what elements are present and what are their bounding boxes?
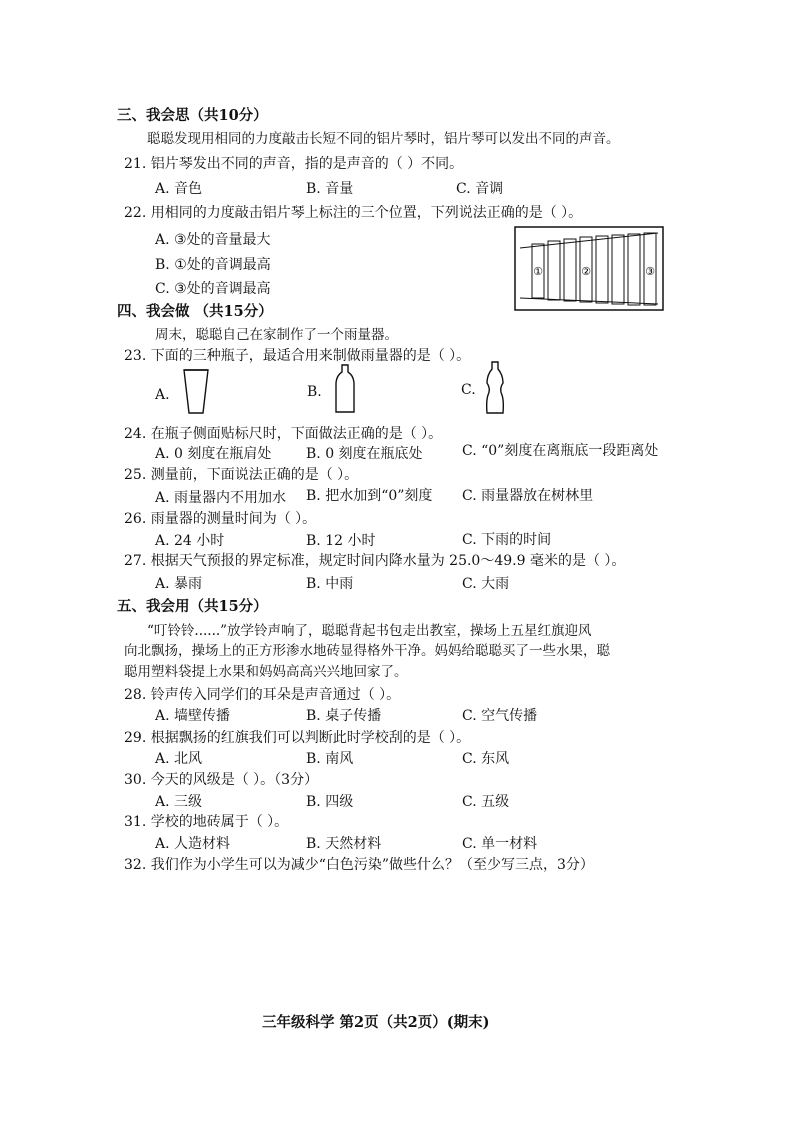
q26-option-b: B. 12 小时: [306, 533, 376, 549]
q24-option-a: A. 0 刻度在瓶肩处: [155, 446, 272, 462]
q31-option-a: A. 人造材料: [155, 836, 231, 852]
section-3-intro: 聪聪发现用相同的力度敲击长短不同的铝片琴时，铝片琴可以发出不同的声音。: [147, 131, 620, 147]
q30-option-a: A. 三级: [155, 794, 203, 810]
question-21-stem: 21. 铝片琴发出不同的声音，指的是声音的（ ）不同。: [124, 156, 464, 172]
question-25-stem: 25. 测量前，下面说法正确的是（ ）。: [124, 467, 359, 483]
question-31-stem: 31. 学校的地砖属于（ ）。: [124, 814, 289, 830]
q31-option-c: C. 单一材料: [462, 836, 538, 852]
section-4-intro: 周末，聪聪自己在家制作了一个雨量器。: [155, 327, 398, 343]
q25-option-b: B. 把水加到“0”刻度: [306, 488, 433, 504]
question-30-stem: 30. 今天的风级是（ ）。（3分）: [124, 772, 319, 788]
question-23-stem: 23. 下面的三种瓶子，最适合用来制做雨量器的是（ ）。: [124, 348, 471, 364]
xylophone-figure: [514, 226, 664, 311]
section-5-heading: 五、我会用（共15分）: [117, 598, 268, 615]
q23-option-b: B.: [307, 384, 322, 400]
bottle-a-icon: [183, 369, 209, 415]
q29-option-b: B. 南风: [306, 751, 354, 767]
question-28-stem: 28. 铃声传入同学们的耳朵是声音通过（ ）。: [124, 687, 401, 703]
q22-option-a: A. ③处的音量最大: [155, 232, 271, 248]
q27-option-c: C. 大雨: [462, 576, 510, 592]
q30-option-c: C. 五级: [462, 794, 510, 810]
page-footer: 三年级科学 第2页（共2页）(期末): [262, 1014, 490, 1031]
question-32-stem: 32. 我们作为小学生可以为减少“白色污染”做些什么？（至少写三点，3分）: [124, 857, 594, 873]
q22-option-c: C. ③处的音调最高: [155, 281, 271, 297]
section-3-heading: 三、我会思（共10分）: [117, 107, 268, 124]
q29-option-c: C. 东风: [462, 751, 510, 767]
q28-option-a: A. 墙壁传播: [155, 708, 231, 724]
q24-option-c: C. “0”刻度在离瓶底一段距离处: [462, 443, 659, 459]
section-5-intro-line-2: 向北飘扬，操场上的正方形渗水地砖显得格外干净。妈妈给聪聪买了一些水果，聪: [124, 643, 610, 659]
q25-option-a: A. 雨量器内不用加水: [155, 490, 287, 506]
q22-option-b: B. ①处的音调最高: [155, 257, 271, 273]
q21-option-c: C. 音调: [456, 181, 504, 197]
q21-option-b: B. 音量: [306, 181, 354, 197]
question-27-stem: 27. 根据天气预报的界定标准，规定时间内降水量为 25.0～49.9 毫米的是（ ）。: [124, 553, 626, 569]
question-26-stem: 26. 雨量器的测量时间为（ ）。: [124, 511, 317, 527]
question-24-stem: 24. 在瓶子侧面贴标尺时，下面做法正确的是（ ）。: [124, 426, 443, 442]
bottle-b-icon: [334, 364, 356, 414]
figure-label-3: ③: [645, 265, 655, 278]
q27-option-a: A. 暴雨: [155, 576, 203, 592]
question-29-stem: 29. 根据飘扬的红旗我们可以判断此时学校刮的是（ ）。: [124, 730, 471, 746]
question-22-stem: 22. 用相同的力度敲击铝片琴上标注的三个位置，下列说法正确的是（ ）。: [124, 205, 583, 221]
q26-option-c: C. 下雨的时间: [462, 532, 552, 548]
section-5-intro-line-1: “叮铃铃......”放学铃声响了，聪聪背起书包走出教室，操场上五星红旗迎风: [147, 623, 592, 639]
bottle-c-icon: [485, 361, 505, 415]
q30-option-b: B. 四级: [306, 794, 354, 810]
q28-option-c: C. 空气传播: [462, 708, 538, 724]
q27-option-b: B. 中雨: [306, 576, 354, 592]
q23-option-a: A.: [155, 387, 170, 403]
q29-option-a: A. 北风: [155, 751, 203, 767]
q26-option-a: A. 24 小时: [155, 533, 225, 549]
section-4-heading: 四、我会做 （共15分）: [117, 303, 273, 320]
q28-option-b: B. 桌子传播: [306, 708, 382, 724]
figure-label-2: ②: [581, 265, 591, 278]
section-5-intro-line-3: 聪用塑料袋提上水果和妈妈高高兴兴地回家了。: [124, 664, 408, 680]
q25-option-c: C. 雨量器放在树林里: [462, 488, 594, 504]
q23-option-c: C.: [461, 382, 476, 398]
q24-option-b: B. 0 刻度在瓶底处: [306, 446, 423, 462]
q31-option-b: B. 天然材料: [306, 836, 382, 852]
figure-label-1: ①: [533, 265, 543, 278]
q21-option-a: A. 音色: [155, 181, 203, 197]
